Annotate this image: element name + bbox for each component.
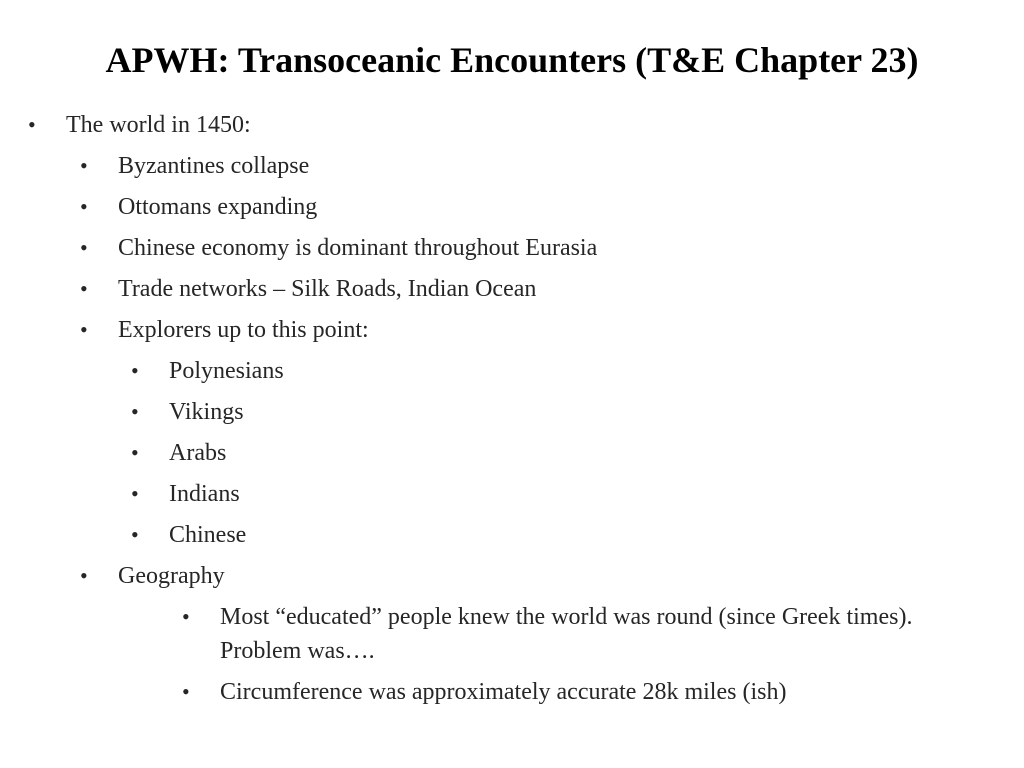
bullet-text: Arabs	[169, 440, 227, 466]
bullet-text: Chinese economy is dominant throughout Eurasia	[118, 235, 598, 261]
bullet-text: Ottomans expanding	[118, 194, 318, 220]
bullet-text: Polynesians	[169, 358, 284, 384]
bullet-dot: •	[131, 522, 139, 547]
bullet-text: Explorers up to this point:	[118, 317, 369, 343]
bullet-dot: •	[182, 679, 190, 704]
bullet-dot: •	[182, 604, 190, 629]
bullet-chinese-economy	[80, 231, 978, 265]
bullet-dot: •	[131, 440, 139, 465]
bullet-dot: •	[131, 399, 139, 424]
bullet-polynesians	[131, 354, 969, 388]
bullet-educated-people	[182, 600, 960, 668]
bullet-byzantines	[80, 149, 978, 183]
bullet-indians	[131, 477, 969, 511]
bullet-text: Most “educated” people knew the world was round (since Greek times). Problem was….	[220, 604, 913, 664]
bullet-world-in-1450	[28, 108, 966, 142]
bullet-text: Vikings	[169, 399, 244, 425]
bullet-dot: •	[131, 481, 139, 506]
bullet-dot: •	[131, 358, 139, 383]
bullet-circumference	[182, 675, 960, 709]
bullet-text: Indians	[169, 481, 240, 507]
bullet-text: Chinese	[169, 522, 247, 548]
bullet-arabs	[131, 436, 969, 470]
bullet-geography	[80, 559, 978, 593]
bullet-dot: •	[80, 563, 88, 588]
bullet-explorers	[80, 313, 978, 347]
bullet-chinese	[131, 518, 969, 552]
bullet-trade-networks	[80, 272, 978, 306]
bullet-vikings	[131, 395, 969, 429]
bullet-text: The world in 1450:	[66, 112, 251, 138]
bullet-text: Trade networks – Silk Roads, Indian Ocean	[118, 276, 537, 302]
bullet-dot: •	[80, 276, 88, 301]
slide-title: APWH: Transoceanic Encounters (T&E Chapter 23)	[105, 40, 919, 80]
bullet-dot: •	[28, 112, 36, 137]
bullet-dot: •	[80, 194, 88, 219]
bullet-dot: •	[80, 317, 88, 342]
bullet-dot: •	[80, 153, 88, 178]
bullet-text: Byzantines collapse	[118, 153, 310, 179]
bullet-text: Circumference was approximately accurate 28k miles (ish)	[220, 679, 787, 705]
bullet-text: Geography	[118, 563, 225, 589]
bullet-dot: •	[80, 235, 88, 260]
bullet-ottomans	[80, 190, 978, 224]
